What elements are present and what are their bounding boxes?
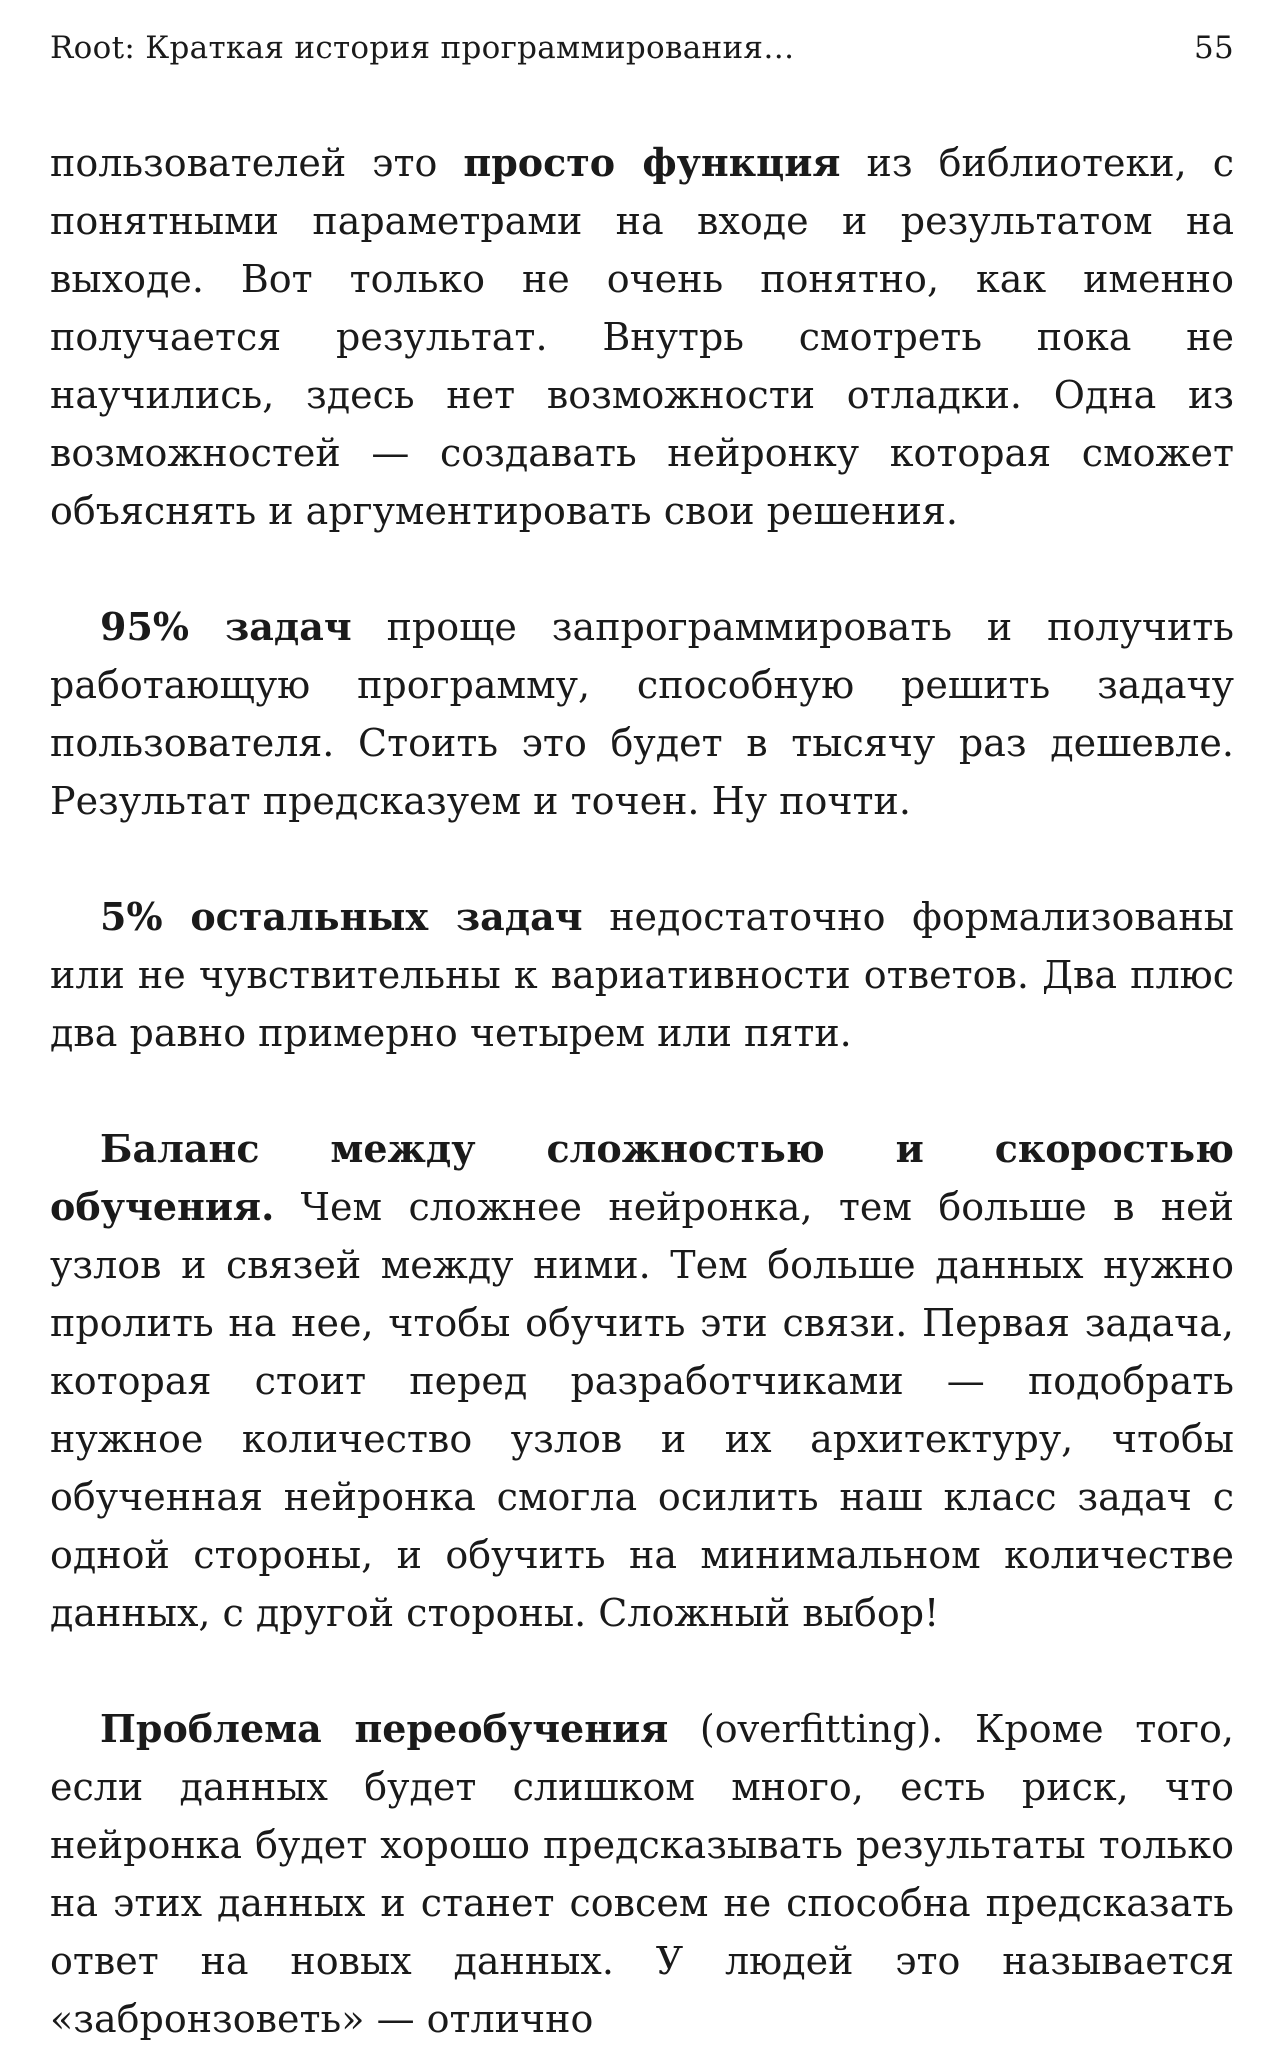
body-text: [50, 134, 1234, 2048]
page-number: 55: [1193, 30, 1234, 66]
paragraph-text: из библиотеки, с понятными параметрами на входе и результатом на выходе. Вот только не очень понятно, как именно получается результат. Внутрь смотреть пока не научились, здесь нет возможности отладки. Одна из возможностей — создавать нейронку которая сможет объяснять и аргументировать свои решения.: [50, 141, 1235, 533]
running-head: [50, 30, 1234, 80]
paragraph-lead-text: пользователей это: [50, 141, 464, 185]
paragraph-text: недостаточно формализованы или не чувствительны к вариативности ответов. Два плюс два равно примерно четырем или пяти.: [50, 895, 1234, 1055]
paragraph-balance: [50, 1120, 1234, 1642]
paragraph-bold-term: Проблема переобучения: [100, 1706, 669, 1751]
paragraph-overfitting: [50, 1700, 1234, 2048]
paragraph-text: (overfitting). Кроме того, если данных будет слишком много, есть риск, что нейронка будет хорошо предсказывать результаты только на этих данных и станет совсем не способна предсказать ответ на новых данных. У людей это называется «забронзоветь» — отлично: [50, 1707, 1235, 2041]
paragraph-bold-term: 5% остальных задач: [100, 894, 583, 939]
paragraph-continuation: [50, 134, 1234, 540]
paragraph-bold-term: Баланс между сложностью и скоростью обучения.: [50, 1126, 1234, 1229]
paragraph-bold-term: просто функция: [463, 140, 841, 185]
running-title: Root: Краткая история программирования…: [50, 30, 795, 66]
paragraph-text: проще запрограммировать и получить работающую программу, способную решить задачу пользователя. Стоить это будет в тысячу раз дешевле. Результат предсказуем и точен. Ну почти.: [50, 605, 1234, 823]
paragraph-text: Чем сложнее нейронка, тем больше в ней узлов и связей между ними. Тем больше данных нужно пролить на нее, чтобы обучить эти связи. Первая задача, которая стоит перед разработчиками — подобрать нужное количество узлов и их архитектуру, чтобы обученная нейронка смогла осилить наш класс задач с одной стороны, и обучить на минимальном количестве данных, с другой стороны. Сложный выбор!: [50, 1185, 1234, 1635]
paragraph-95-percent: [50, 598, 1234, 830]
paragraph-5-percent: [50, 888, 1234, 1062]
paragraph-bold-term: 95% задач: [100, 604, 352, 649]
